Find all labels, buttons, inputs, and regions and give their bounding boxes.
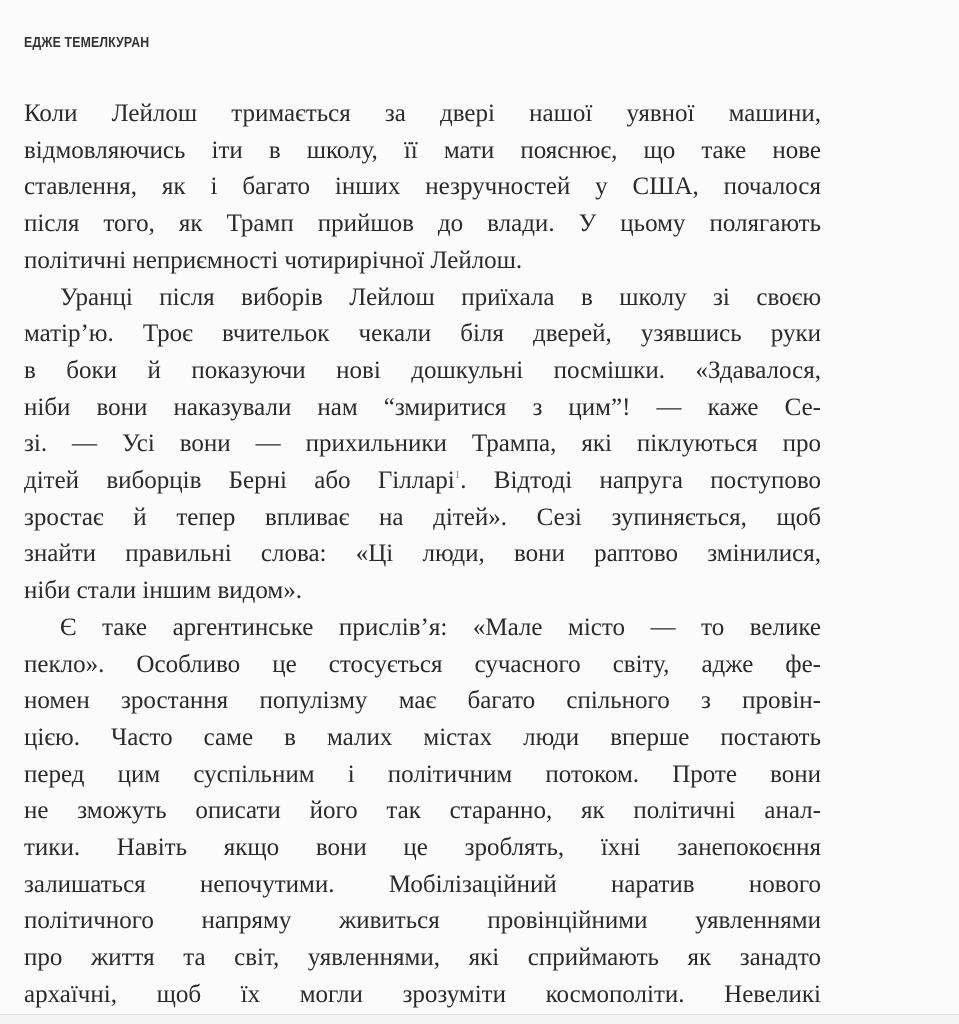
text-line: пекло». Особливо це стосується сучасного світу, адже фе- [24,650,821,678]
text-line: знайти правильні слова: «Ці люди, вони раптово змінилися, [24,540,821,568]
text-line: зі. — Усі вони — прихильники Трампа, які піклуються про [24,430,821,458]
paragraph-1 [24,96,821,280]
text-line: про життя та світ, уявленнями, які сприймають як занадто [24,944,821,972]
text-line: залишаться непочутими. Мобілізаційний наратив нового [24,870,821,898]
paragraph-3 [24,610,821,1014]
page-bottom-strip [0,1015,959,1024]
footnote-marker[interactable]: 1 [454,469,461,482]
body-text [24,96,821,1014]
text-line: Коли Лейлош тримається за двері нашої уявної машини, [24,100,821,127]
text-line: політичні неприємності чотирирічної Лейлош. [24,246,523,274]
paragraph-2 [24,280,821,610]
text-line: Уранці після виборів Лейлош приїхала в школу зі своєю [60,283,821,311]
text-line: ніби стали іншим видом». [24,577,302,605]
text-line: ніби вони наказували нам “змиритися з цим”! — каже Се- [24,393,821,421]
text-line: після того, як Трамп прийшов до влади. У цьому полягають [24,210,821,238]
text-segment: . Відтоді напруга поступово [460,467,821,495]
text-line: політичного напряму живиться провінційними уявленнями [24,907,821,935]
text-line-with-footnote [24,463,821,500]
text-line: перед цим суспільним і політичним потоком. Проте вони [24,760,821,788]
text-line: матір’ю. Троє вчительок чекали біля дверей, узявшись руки [24,320,821,348]
running-header: ЕДЖЕ ТЕМЕЛКУРАН [24,34,150,51]
text-line: номен зростання популізму має багато спільного з провін- [24,687,821,715]
text-line: тики. Навіть якщо вони це зроблять, їхні занепокоєння [24,834,821,862]
text-line: в боки й показуючи нові дошкульні посмішки. «Здавалося, [24,356,821,384]
text-segment: дітей виборців Берні або Гілларі [24,467,455,495]
text-line: Є таке аргентинське прислів’я: «Мале місто — то велике [60,613,821,641]
text-line: цією. Часто саме в малих містах люди вперше постають [24,723,821,751]
text-line: відмовляючись іти в школу, її мати пояснює, що таке нове [24,136,821,164]
text-line: архаїчні, щоб їх могли зрозуміти космополіти. Невеликі [24,980,821,1008]
text-line: ставлення, як і багато інших незручностей у США, почалося [24,173,821,201]
text-line: не зможуть описати його так старанно, як політичні анал- [24,797,821,825]
text-line: зростає й тепер впливає на дітей». Сезі зупиняється, щоб [24,503,821,531]
